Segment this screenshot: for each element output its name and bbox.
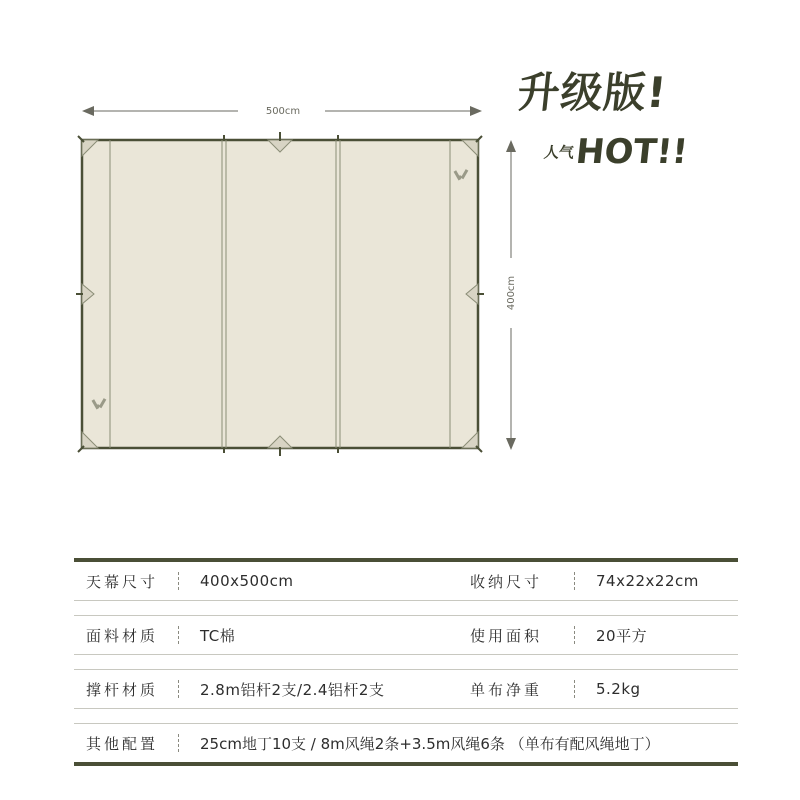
height-dimension (506, 140, 517, 450)
spec-row (74, 669, 738, 709)
spec-label-canopy-size: 天幕尺寸 (86, 572, 159, 591)
spec-label-usable-area: 使用面积 (470, 626, 543, 645)
spec-label-fabric: 面料材质 (86, 626, 159, 645)
headline-hot-label: HOT!! (573, 132, 690, 172)
spec-value-net-weight: 5.2kg (596, 680, 641, 698)
dashed-divider (574, 680, 576, 698)
spec-value-canopy-size: 400x500cm (200, 572, 294, 590)
dashed-divider (574, 572, 576, 590)
height-label: 400cm (506, 275, 517, 311)
spec-value-usable-area: 20平方 (596, 626, 648, 645)
headline-popular-label: 人气 (543, 143, 575, 162)
headline-upgrade: 升级版! (515, 68, 670, 117)
spec-row (74, 615, 738, 655)
dashed-divider (178, 626, 180, 644)
width-label: 500cm (265, 106, 301, 117)
spec-label-pole-material: 撑杆材质 (86, 680, 159, 699)
arrow-right-icon (470, 106, 482, 116)
tarp-fabric (82, 140, 478, 448)
arrow-down-icon (506, 438, 516, 450)
dashed-divider (178, 734, 180, 752)
spec-label-accessories: 其他配置 (86, 734, 159, 753)
arrow-left-icon (82, 106, 94, 116)
spec-label-packed-size: 收纳尺寸 (470, 572, 543, 591)
tarp (76, 132, 484, 456)
dashed-divider (178, 680, 180, 698)
width-dimension (82, 106, 482, 117)
spec-value-accessories: 25cm地丁10支 / 8m风绳2条+3.5m风绳6条 （单布有配风绳地丁） (200, 734, 660, 753)
spec-label-net-weight: 单布净重 (470, 680, 543, 699)
dashed-divider (178, 572, 180, 590)
spec-row (74, 723, 738, 762)
spec-table (74, 558, 738, 766)
spec-value-packed-size: 74x22x22cm (596, 572, 699, 590)
spec-value-fabric: TC棉 (200, 626, 236, 645)
spec-row (74, 562, 738, 601)
spec-value-pole-material: 2.8m铝杆2支/2.4铝杆2支 (200, 680, 385, 699)
dashed-divider (574, 626, 576, 644)
arrow-up-icon (506, 140, 516, 152)
